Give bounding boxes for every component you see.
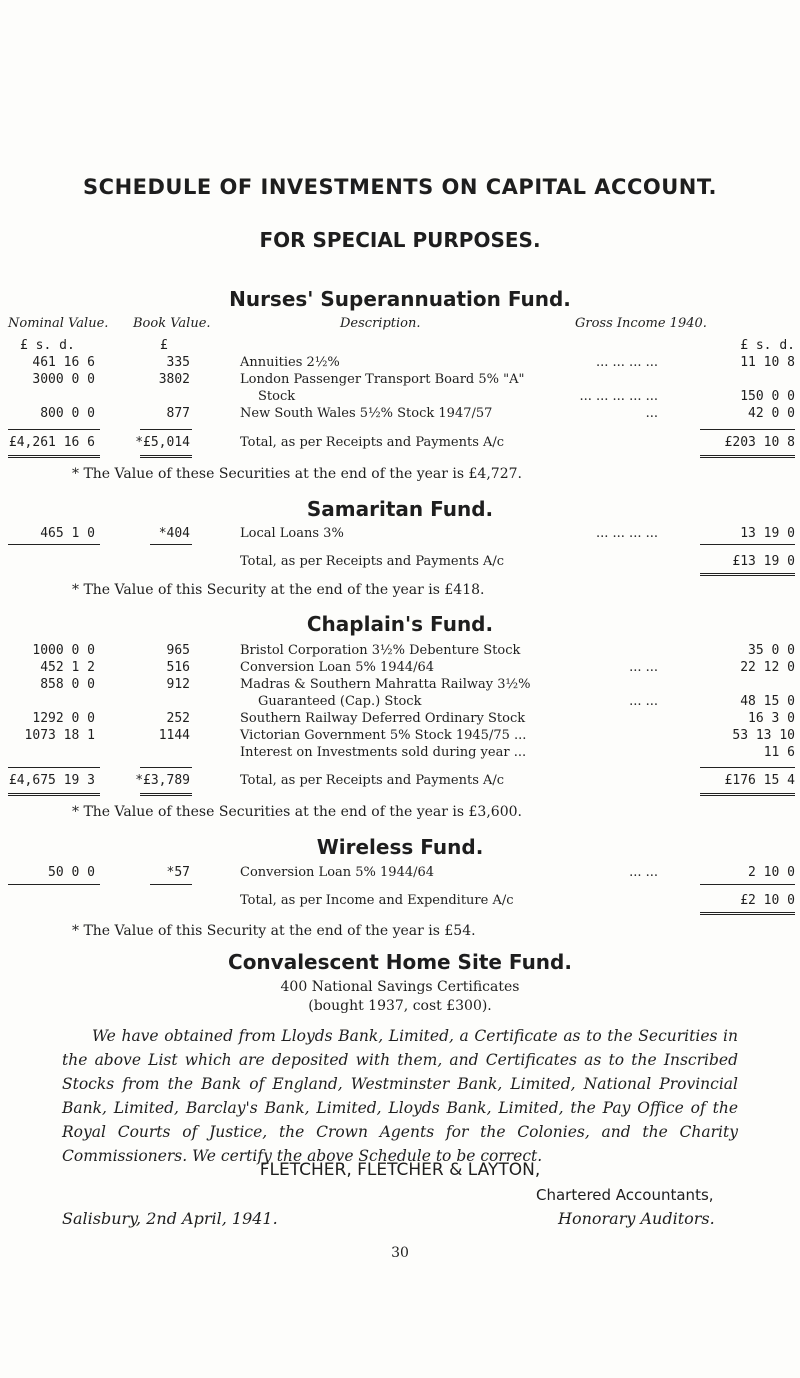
gross-income: 2 10 0 [748,865,795,880]
convalescent-cost: (bought 1937, cost £300). [308,998,492,1014]
auditor-title: Honorary Auditors. [558,1209,715,1228]
rule [8,767,100,768]
rule [8,544,100,545]
certificate-text: We have obtained from Lloyds Bank, Limited, a Certificate as to the Securities in the above List which are deposited with them, and Certificates as to the Inscribed Stocks from the Bank of England, Westminster Bank, Limited, National Provincial Bank, Limited, Barclay's Bank, Limited, Lloyds Bank, Limited, the Pay Office of the Royal Courts of Justice, the Crown Agents for the Colonies, and the Charity Commissioners. We certify the above Schedule to be correct. [62,1027,738,1165]
book-value: 3802 [158,372,190,387]
column-header-description: Description. [340,316,421,331]
double-rule [8,793,100,796]
double-rule [140,455,192,458]
total-book: *£5,014 [135,435,190,450]
footnote-samaritan: * The Value of this Security at the end of the year is £418. [72,582,485,598]
gross-income: 35 0 0 [748,643,795,658]
section-heading-chaplain: Chaplain's Fund. [306,612,494,636]
gross-income: 53 13 10 [732,728,795,743]
total-description: Total, as per Receipts and Payments A/c [240,435,505,450]
leader-dots: ... [645,406,658,421]
double-rule [700,573,795,576]
rule [700,429,795,430]
total-nominal: £4,261 16 6 [8,435,95,450]
section-heading-convalescent: Convalescent Home Site Fund. [228,950,572,974]
description: Conversion Loan 5% 1944/64 [240,660,435,675]
description: Madras & Southern Mahratta Railway 3½% [240,677,531,692]
convalescent-holding: 400 National Savings Certificates [280,979,520,995]
book-value: 335 [166,355,190,370]
nominal-value: 465 1 0 [40,526,95,541]
total-income: £13 19 0 [732,554,795,569]
place-date: Salisbury, 2nd April, 1941. [62,1209,278,1228]
gross-income: 13 19 0 [740,526,795,541]
leader-dots: ... ... ... ... [596,526,658,541]
section-heading-wireless: Wireless Fund. [316,835,484,859]
book-value: *404 [158,526,190,541]
auditor-firm: FLETCHER, FLETCHER & LAYTON, [259,1160,541,1180]
gross-income: 22 12 0 [740,660,795,675]
footnote-wireless: * The Value of this Security at the end of the year is £54. [72,923,476,939]
footnote-chaplain: * The Value of these Securities at the end of the year is £3,600. [72,804,522,820]
section-heading-samaritan: Samaritan Fund. [306,497,494,521]
leader-dots: ... ... [629,694,658,709]
double-rule [700,455,795,458]
description: Bristol Corporation 3½% Debenture Stock [240,643,521,658]
nominal-value: 3000 0 0 [32,372,95,387]
rule [150,884,192,885]
unit-nominal: £ s. d. [20,338,75,353]
total-description: Total, as per Income and Expenditure A/c [240,893,514,908]
gross-income: 16 3 0 [748,711,795,726]
leader-dots: ... ... ... ... ... [579,389,658,404]
page-title: SCHEDULE OF INVESTMENTS ON CAPITAL ACCOUNT. [83,175,717,199]
gross-income: 11 6 [763,745,795,760]
total-book: *£3,789 [135,773,190,788]
rule [700,767,795,768]
total-nominal: £4,675 19 3 [8,773,95,788]
book-value: 516 [166,660,190,675]
description: New South Wales 5½% Stock 1947/57 [240,406,493,421]
gross-income: 48 15 0 [740,694,795,709]
book-value: 965 [166,643,190,658]
nominal-value: 858 0 0 [40,677,95,692]
gross-income: 42 0 0 [748,406,795,421]
book-value: 1144 [158,728,190,743]
column-header-book: Book Value. [133,316,211,331]
book-value: 877 [166,406,190,421]
rule [150,544,192,545]
nominal-value: 461 16 6 [32,355,95,370]
rule [700,544,795,545]
leader-dots: ... ... ... ... [596,355,658,370]
page-subtitle: FOR SPECIAL PURPOSES. [259,228,541,252]
nominal-value: 50 0 0 [48,865,95,880]
total-income: £203 10 8 [724,435,795,450]
total-description: Total, as per Receipts and Payments A/c [240,554,505,569]
auditor-role: Chartered Accountants, [536,1186,714,1204]
total-income: £2 10 0 [740,893,795,908]
nominal-value: 1292 0 0 [32,711,95,726]
footnote-nurses: * The Value of these Securities at the end of the year is £4,727. [72,466,522,482]
description: Stock [258,389,296,404]
rule [140,429,192,430]
nominal-value: 1000 0 0 [32,643,95,658]
total-income: £176 15 4 [724,773,795,788]
leader-dots: ... ... [629,660,658,675]
double-rule [700,793,795,796]
double-rule [8,455,100,458]
rule [140,767,192,768]
book-value: 252 [166,711,190,726]
book-value: 912 [166,677,190,692]
total-description: Total, as per Receipts and Payments A/c [240,773,505,788]
gross-income: 150 0 0 [740,389,795,404]
description: Local Loans 3% [240,526,344,541]
description: Annuities 2½% [240,355,340,370]
unit-income: £ s. d. [740,338,795,353]
description: Conversion Loan 5% 1944/64 [240,865,435,880]
rule [8,429,100,430]
book-value: *57 [166,865,190,880]
description: Interest on Investments sold during year ... [240,745,527,760]
description: Guaranteed (Cap.) Stock [258,694,422,709]
description: Victorian Government 5% Stock 1945/75 ... [240,728,527,743]
double-rule [140,793,192,796]
description: London Passenger Transport Board 5% "A" [240,372,525,387]
nominal-value: 800 0 0 [40,406,95,421]
section-heading-nurses: Nurses' Superannuation Fund. [229,287,571,311]
nominal-value: 1073 18 1 [24,728,95,743]
rule [8,884,100,885]
double-rule [700,912,795,915]
nominal-value: 452 1 2 [40,660,95,675]
column-header-nominal: Nominal Value. [8,316,109,331]
column-header-income: Gross Income 1940. [575,316,707,331]
rule [700,884,795,885]
description: Southern Railway Deferred Ordinary Stock [240,711,526,726]
auditor-certificate [62,1024,738,1168]
unit-book: £ [160,338,168,353]
page-number: 30 [391,1245,409,1261]
leader-dots: ... ... [629,865,658,880]
gross-income: 11 10 8 [740,355,795,370]
